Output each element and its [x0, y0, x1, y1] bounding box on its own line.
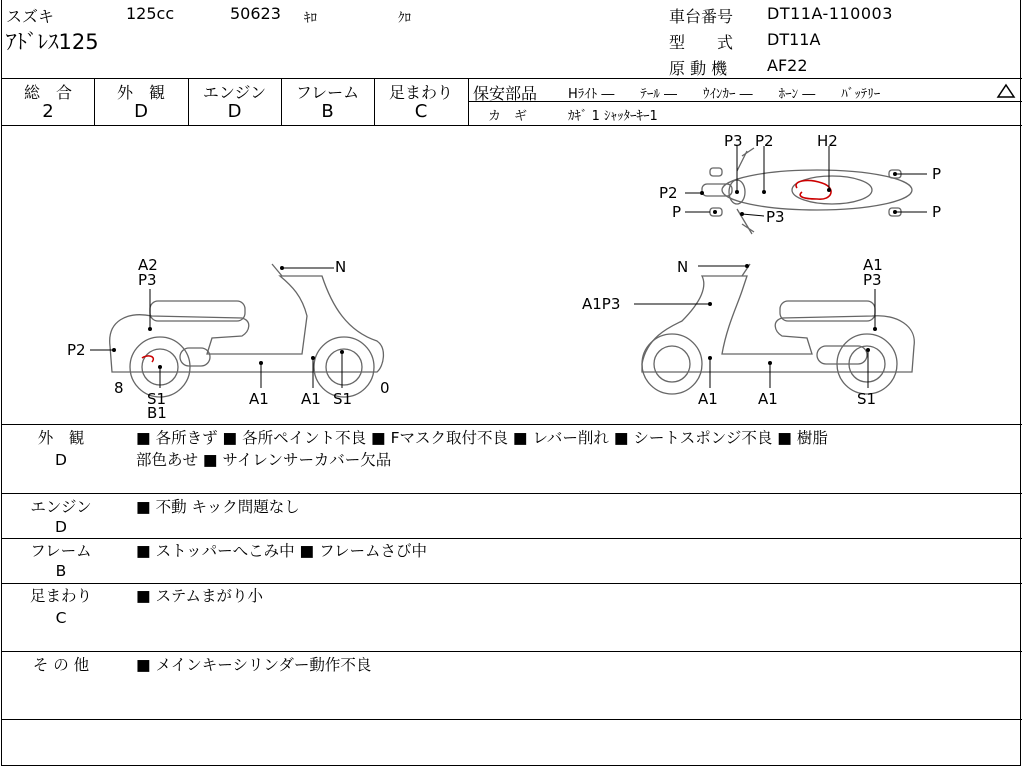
label-left-0: 0 — [380, 379, 390, 397]
remark-frame-grade: B — [55, 562, 67, 580]
label-top-p-r1: P — [932, 165, 942, 183]
grade-suspension-value: C — [414, 101, 428, 122]
key-label: カ ギ — [488, 109, 528, 124]
engine-value: AF22 — [767, 56, 808, 75]
model-name: ｱﾄﾞﾚｽ125 — [6, 30, 99, 54]
key-value: ｶｷﾞ 1 ｼｬｯﾀｰｷｰ1 — [568, 109, 658, 124]
remark-frame-text: ■ ストッパーへこみ中 ■ フレームさび中 — [136, 542, 427, 560]
remark-engine-label: エンジン — [30, 498, 92, 516]
remark-other-text: ■ メインキーシリンダー動作不良 — [136, 656, 372, 674]
color: ｸﾛ — [398, 11, 411, 26]
frame-no-label: 車台番号 — [669, 7, 734, 26]
label-top-p2b: P2 — [659, 184, 678, 202]
label-left-a1a: A1 — [249, 390, 269, 408]
maker: スズキ — [6, 7, 55, 26]
safety-items: Hﾗｲﾄ ― ﾃｰﾙ ― ｳｲﾝｶｰ ― ﾎｰﾝ ― ﾊﾞｯﾃﾘｰ — [568, 87, 881, 102]
mileage: 50623 — [230, 4, 281, 23]
label-top-h2: H2 — [817, 132, 838, 150]
label-left-a2: A2 — [138, 256, 158, 274]
label-left-p3: P3 — [138, 271, 157, 289]
label-top-p3: P3 — [724, 132, 743, 150]
label-left-b1: B1 — [147, 404, 167, 422]
remark-exterior-label: 外 観 — [37, 429, 85, 447]
label-top-p2a: P2 — [755, 132, 774, 150]
remark-engine-text: ■ 不動 キック問題なし — [136, 498, 300, 516]
grade-exterior-label: 外 観 — [116, 83, 165, 102]
remark-suspension-text: ■ ステムまがり小 — [136, 587, 263, 605]
label-top-p3b: P3 — [766, 208, 785, 226]
label-top-p-l: P — [672, 203, 682, 221]
grade-overall-value: 2 — [42, 101, 54, 122]
damage-mark-top — [796, 181, 831, 200]
remark-frame-label: フレーム — [30, 542, 92, 560]
inspection-sheet — [1, 0, 1021, 766]
remark-exterior-grade: D — [55, 451, 67, 469]
remark-engine-grade: D — [55, 518, 67, 536]
type-label: 型 式 — [669, 33, 734, 52]
mileage-unit: ｷﾛ — [304, 11, 317, 26]
remark-suspension-grade: C — [55, 609, 67, 627]
grade-engine-value: D — [227, 101, 242, 122]
remark-other-label: そ の 他 — [32, 656, 90, 674]
displacement: 125cc — [126, 4, 175, 23]
grade-overall-label: 総 合 — [23, 83, 72, 102]
label-left-p2: P2 — [67, 341, 86, 359]
label-right-a1p3: A1P3 — [582, 295, 621, 313]
label-right-s1: S1 — [857, 390, 877, 408]
label-left-a1b: A1 — [301, 390, 321, 408]
label-right-n: N — [677, 258, 689, 276]
grade-suspension-label: 足まわり — [388, 83, 453, 102]
label-right-a1: A1 — [863, 256, 883, 274]
label-left-s1: S1 — [147, 390, 167, 408]
engine-label: 原 動 機 — [669, 59, 728, 78]
warning-triangle-icon — [996, 83, 1016, 99]
label-left-s1b: S1 — [333, 390, 353, 408]
grade-exterior-value: D — [134, 101, 148, 122]
label-top-p-r2: P — [932, 203, 942, 221]
label-left-n: N — [335, 258, 347, 276]
frame-no: DT11A-110003 — [767, 4, 893, 23]
grade-frame-label: フレーム — [295, 83, 360, 102]
type-value: DT11A — [767, 30, 821, 49]
remark-suspension-label: 足まわり — [29, 587, 92, 605]
label-left-8: 8 — [114, 379, 124, 397]
scooter-top-view — [702, 148, 912, 234]
label-right-a1a: A1 — [698, 390, 718, 408]
scooter-diagram — [2, 126, 1022, 424]
label-right-p3: P3 — [863, 271, 882, 289]
grade-engine-label: エンジン — [202, 83, 267, 102]
grade-frame-value: B — [321, 101, 334, 122]
remark-exterior-text2: 部色あせ ■ サイレンサーカバー欠品 — [136, 451, 392, 469]
safety-label: 保安部品 — [473, 84, 538, 103]
remark-exterior-text: ■ 各所きず ■ 各所ペイント不良 ■ Fマスク取付不良 ■ レバー削れ ■ シートスポンジ不良 ■ 樹脂 — [136, 429, 828, 447]
label-right-a1b: A1 — [758, 390, 778, 408]
